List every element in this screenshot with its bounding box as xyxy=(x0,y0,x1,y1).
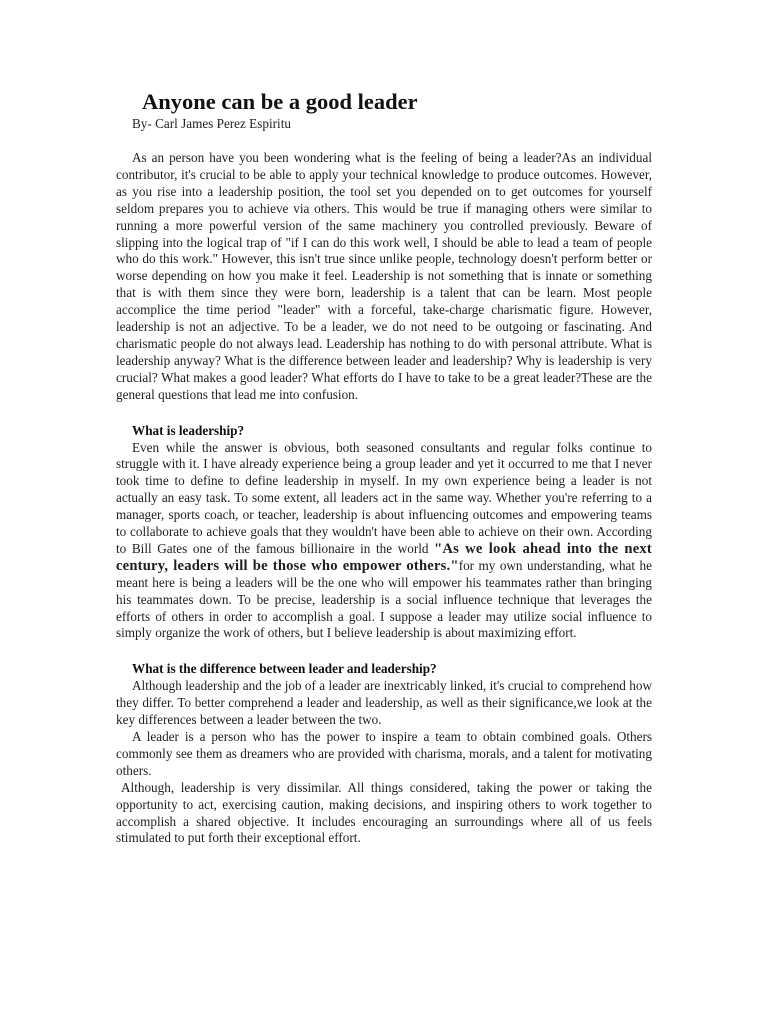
paragraph-text-after-quote: for my own understanding, what he meant here is being a leaders will be the one who will empower his teammates rather than bringing his teammates down. To be precise, leadership is a social influence technique that leverages the efforts of others in order to accomplish a goal. I suppose a leader may utilize social influence to simply organize the work of others, but I believe leadership is about maximizing effort. xyxy=(116,557,652,641)
leadership-definition-paragraph xyxy=(116,440,652,643)
section-heading-what-is-leadership: What is leadership? xyxy=(132,422,245,438)
difference-paragraph-3: Although, leadership is very dissimilar. All things considered, taking the power or taking the opportunity to act, exercising caution, making decisions, and inspiring others to work together to accomplish a shared objective. It includes encouraging an surroundings where all of us feels stimulated to put forth their exceptional effort. xyxy=(116,779,652,846)
intro-paragraph: As an person have you been wondering what is the feeling of being a leader?As an individual contributor, it's crucial to be able to apply your technical knowledge to produce outcomes. However, as you rise into a leadership position, the tool set you depended on to get outcomes for yourself seldom prepares you to achieve via others. This would be true if managing others were similar to running a more powerful version of the same machinery you controlled previously. Beware of slipping into the logical trap of "if I can do this work well, I should be able to lead a team of people who do this work." However, this isn't true since unlike people, technology doesn't perform better or worse depending on how you make it feel. Leadership is not something that is innate or something that is with them since they were born, leadership is a talent that can be learn. Most people accomplice the time period "leader" with a forceful, take-charge charismatic figure. However, leadership is not an adjective. To be a leader, we do not need to be outgoing or fascinating. And charismatic people do not always lead. Leadership has nothing to do with personal attribute. What is leadership anyway? What is the difference between leader and leadership? Why is leadership is very crucial? What makes a good leader? What efforts do I have to take to be a great leader?These are the general questions that lead me into confusion. xyxy=(116,150,652,402)
paragraph-text-before-quote: Even while the answer is obvious, both seasoned consultants and regular folks continue to struggle with it. I have already experience being a group leader and yet it occurred to me that I never took time to define to define leadership in myself. In my own experience being a leader is not actually an easy task. To some extent, all leaders act in the same way. Whether you're referring to a manager, sports coach, or teacher, leadership is about influencing outcomes and empowering teams to collaborate to achieve goals that they wouldn't have been able to achieve on their own. According to Bill Gates one of the famous billionaire in the world xyxy=(116,439,652,556)
difference-paragraph-2: A leader is a person who has the power to inspire a team to obtain combined goals. Others commonly see them as dreamers who are provided with charisma, morals, and a talent for motivating others. xyxy=(116,729,652,778)
author-byline: By- Carl James Perez Espiritu xyxy=(132,116,291,131)
document-page xyxy=(116,88,652,847)
document-title: Anyone can be a good leader xyxy=(142,89,418,114)
section-heading-leader-vs-leadership: What is the difference between leader and leadership? xyxy=(132,661,437,677)
difference-paragraph-1: Although leadership and the job of a leader are inextricably linked, it's crucial to comprehend how they differ. To better comprehend a leader and leadership, as well as their significance,we look at the key differences between a leader between the two. xyxy=(116,678,652,728)
bill-gates-quote: "As we look ahead into the next century, leaders will be those who empower others." xyxy=(116,540,652,574)
